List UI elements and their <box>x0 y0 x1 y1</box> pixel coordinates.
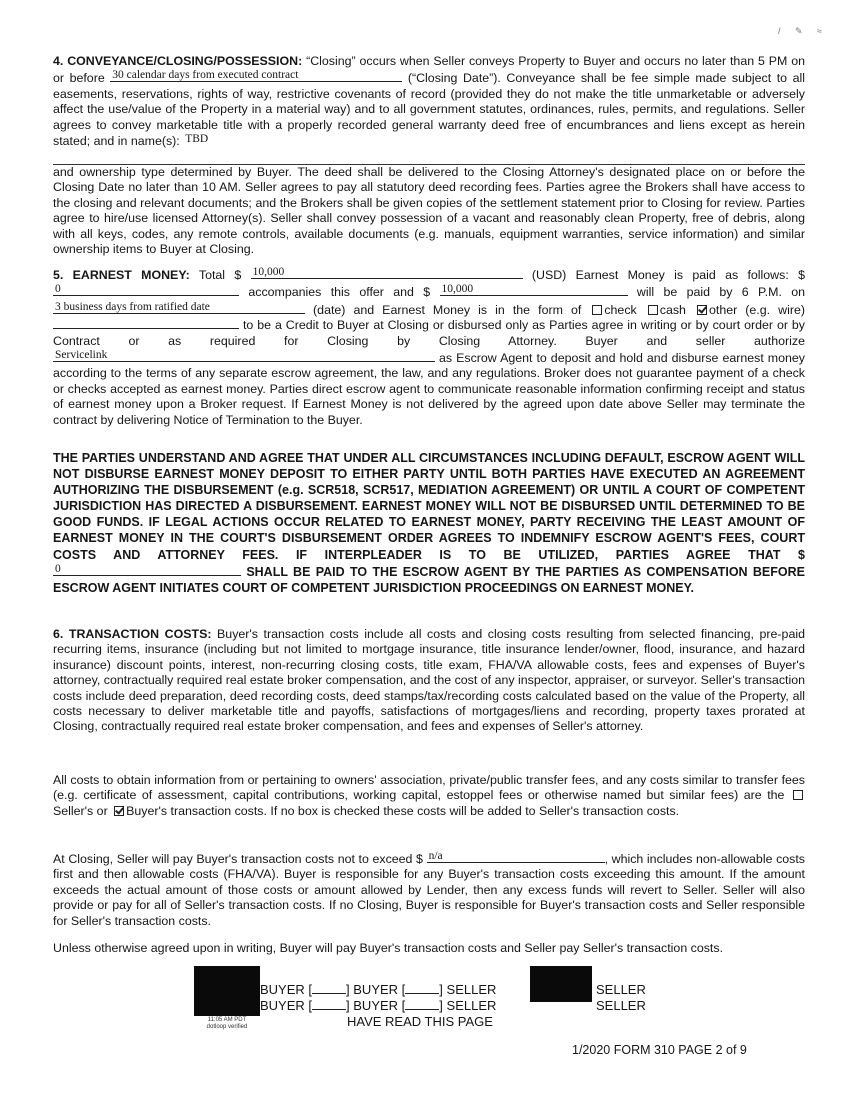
cash-checkbox[interactable] <box>648 305 658 315</box>
unless-agreed-paragraph: Unless otherwise agreed upon in writing, Buyer will pay Buyer's transaction costs and Seller pay Seller's transaction costs. <box>53 941 724 955</box>
association-costs-text: All costs to obtain information from or pertaining to owners' association, private/public transfer fees, and any costs similar to transfer fees (e.g. certificate of assessment, capital contributions, working capital, estoppel fees or otherwise named but similar fees) are the <box>53 773 805 803</box>
section-5-text-5: to be a Credit to Buyer at Closing or disbursed only as Parties agree in writing or by court order or by Contract or as required for Closing by Closing Attorney. Buyer and seller authorize <box>53 318 805 348</box>
initials-row-1 <box>260 982 496 998</box>
closing-date-field[interactable]: 30 calendar days from executed contract <box>110 69 402 82</box>
dollar-sign: $ <box>798 268 805 282</box>
section-4-paragraph <box>53 54 805 149</box>
bracket-close: ] <box>439 982 443 997</box>
buyer-initial-blank[interactable] <box>405 998 439 1010</box>
stamp-time: 11:05 AM PDT <box>207 1017 247 1023</box>
section-4-text-2: (“Closing Date”). Conveyance shall be fee simple made subject to all easements, reservations, rights of way, restrictive covenants of record (provided they do not make the title unmarketable or adversely affect the use/value of the Property in a material way) and to all government statutes, ordinances, rules, permits, and regulations. Seller agrees to convey marketable title with a properly recorded general warranty deed free of encumbrances and liens except as herein stated; and in name(s): <box>53 71 806 149</box>
seller-pays-text-1: At Closing, Seller will pay Buyer's transaction costs not to exceed $ <box>53 852 423 866</box>
seller-label: SELLER <box>446 998 497 1013</box>
section-4-text-1: “Closing” occurs when Seller conveys Property to Buyer and occurs no later than 5 PM on or before <box>53 54 805 86</box>
accompanies-amount-field[interactable]: 0 <box>53 283 239 296</box>
form-footer: 1/2020 FORM 310 PAGE 2 of 9 <box>572 1043 747 1057</box>
escrow-agent-field[interactable]: Servicelink <box>53 349 435 362</box>
section-6-paragraph <box>53 627 805 735</box>
buyer-initial-blank[interactable] <box>405 982 439 994</box>
buyer-label: BUYER [ <box>260 998 313 1013</box>
earnest-date-field[interactable]: 3 business days from ratified date <box>53 301 305 314</box>
seller-pays-paragraph <box>53 850 805 929</box>
buyers-costs-label: Buyer's transaction costs. If no box is checked these costs will be added to Seller's transaction costs. <box>126 803 680 818</box>
section-5-paragraph <box>53 266 805 428</box>
other-label: other (e.g. wire) <box>709 302 805 317</box>
section-5-heading: 5. EARNEST MONEY: <box>53 268 190 282</box>
cash-label: cash <box>659 302 686 317</box>
section-5-text-3: will be paid by 6 P.M. on <box>636 285 806 300</box>
stamp-verified: dotloop verified <box>206 1024 248 1030</box>
seller-label-right-1: SELLER <box>596 982 646 997</box>
seller-label: SELLER <box>446 982 497 997</box>
buyer-initial-blank[interactable] <box>312 998 346 1010</box>
earnest-total-field[interactable]: 10,000 <box>251 266 523 279</box>
seller-pays-text-2: , which includes non-allowable costs first and then allowable costs (FHA/VA). Buyer is responsible for any Buyer's transaction costs exceeding this amount. If the amount exceeds the actual amount of those costs or amount allowed by Lender, then any excess funds will revert to Seller. Seller will also provide or pay for all of Seller's transaction costs. If no Closing, Buyer is responsible for Buyer's transaction costs and Seller responsible for Seller's transaction costs. <box>53 852 805 928</box>
escrow-disclosure-text-2: SHALL BE PAID TO THE ESCROW AGENT BY THE PARTIES AS COMPENSATION BEFORE ESCROW AGENT INITIATES COURT OF COMPETENT JURISDICTION PROCEEDINGS ON EARNEST MONEY. <box>53 564 805 595</box>
dotloop-stamp <box>192 1017 262 1031</box>
escrow-disclosure-text-1: THE PARTIES UNDERSTAND AND AGREE THAT UNDER ALL CIRCUMSTANCES INCLUDING DEFAULT, ESCROW AGENT WILL NOT DISBURSE EARNEST MONEY DEPOSIT TO EITHER PARTY UNTIL BOTH PARTIES HAVE EXECUTED AN AGREEMENT AUTHORIZING THE DISBURSEMENT (e.g. SCR518, SCR517, MEDIATION AGREEMENT) OR UNTIL A COURT OF COMPETENT JURISDICTION HAS DIRECTED A DISBURSEMENT. EARNEST MONEY WILL NOT BE DISBURSED UNTIL DETERMINED TO BE GOOD FUNDS. IF LEGAL ACTIONS OCCUR RELATED TO EARNEST MONEY, PARTY RECEIVING THE LEAST AMOUNT OF EARNEST MONEY IN THE COURT'S DISBURSEMENT ORDER AGREES TO INDEMNIFY ESCROW AGENT'S FEES, COURT COSTS AND ATTORNEY FEES. IF INTERPLEADER IS TO BE UTILIZED, PARTIES AGREE THAT $ <box>53 451 805 562</box>
section-5-text-2: accompanies this offer and $ <box>248 285 431 300</box>
total-label: Total $ <box>198 268 242 282</box>
buyer-label: BUYER [ <box>353 998 406 1013</box>
initials-block <box>192 966 662 1036</box>
sellers-costs-label: Seller's or <box>53 803 108 818</box>
section-4-heading: 4. CONVEYANCE/CLOSING/POSSESSION: <box>53 54 303 68</box>
page-marks: / ✎ ≈ <box>778 26 828 36</box>
deed-names-field[interactable]: TBD <box>185 133 209 146</box>
buyer-label: BUYER [ <box>353 982 406 997</box>
bracket-close: ] <box>439 998 443 1013</box>
initials-row-2 <box>260 998 496 1014</box>
buyers-costs-checkbox[interactable] <box>114 806 124 816</box>
section-5-text-6: as Escrow Agent to deposit and hold and disburse earnest money according to the terms of any separate escrow agreement, the law, and any regulations. Broker does not guarantee payment of a check or checks accepted as earnest money. Parties direct escrow agent to communicate reasonable information confirming receipt and status of earnest money upon a Broker request. If Earnest Money is not delivered by the agreed upon date above Seller may terminate the contract by delivering Notice of Termination to the Buyer. <box>53 351 805 427</box>
buyer-label: BUYER [ <box>260 982 313 997</box>
seller-label-right-2: SELLER <box>596 998 646 1013</box>
buyer-initial-blank[interactable] <box>312 982 346 994</box>
redacted-buyer-initials <box>194 966 260 1016</box>
will-be-paid-amount-field[interactable]: 10,000 <box>440 283 628 296</box>
association-costs-paragraph <box>53 773 805 819</box>
have-read-this-page: HAVE READ THIS PAGE <box>347 1014 493 1029</box>
interpleader-amount-field[interactable]: 0 <box>53 563 241 576</box>
check-label: check <box>604 302 637 317</box>
redacted-seller-initials <box>530 966 592 1002</box>
not-to-exceed-field[interactable]: n/a <box>427 850 605 863</box>
section-6-heading: 6. TRANSACTION COSTS: <box>53 627 212 641</box>
sellers-costs-checkbox[interactable] <box>793 790 803 800</box>
bracket-close: ] <box>346 998 350 1013</box>
section-5-text-4: (date) and Earnest Money is in the form of <box>313 302 582 317</box>
escrow-disclosure-paragraph <box>53 450 805 596</box>
section-4-continued: and ownership type determined by Buyer. The deed shall be delivered to the Closing Attorney's designated place on or before the Closing Date no later than 10 AM. Seller agrees to pay all statutory deed recording fees. Parties agree the Brokers shall have access to the closing and relevant documents; and the Brokers shall be given copies of the settlement statement prior to Closing for review. Parties agree to hire/use licensed Attorney(s). Seller shall convey possession of a vacant and reasonably clean Property, free of debris, along with all keys, codes, any remote controls, available documents (e.g. manuals, equipment warranties, service information) and similar ownership items to Buyer at Closing. <box>53 165 805 257</box>
bracket-close: ] <box>346 982 350 997</box>
other-checkbox[interactable] <box>697 305 707 315</box>
section-5-text-1: (USD) Earnest Money is paid as follows: <box>531 268 789 282</box>
section-6-text-1: Buyer's transaction costs include all costs and closing costs resulting from selected financing, pre-paid recurring items, insurance (including but not limited to mortgage insurance, title insurance lender/owner, flood, insurance, and hazard insurance) discount points, interest, non-recurring closing costs, title exam, FHA/VA allowable costs, fees and expenses of Buyer's attorney, contractually required real estate broker compensation, and the cost of any inspector, appraiser, or surveyor. Seller's transaction costs include deed preparation, deed recording costs, deed stamps/tax/recording costs calculated based on the value of the Property, all costs necessary to deliver marketable title and payoffs, satisfactions of mortgages/liens and recording, property taxes prorated at Closing, contractually required real estate broker compensation, and fees and expenses of Seller's attorney. <box>53 627 805 734</box>
other-form-field[interactable] <box>53 328 239 329</box>
check-checkbox[interactable] <box>592 305 602 315</box>
